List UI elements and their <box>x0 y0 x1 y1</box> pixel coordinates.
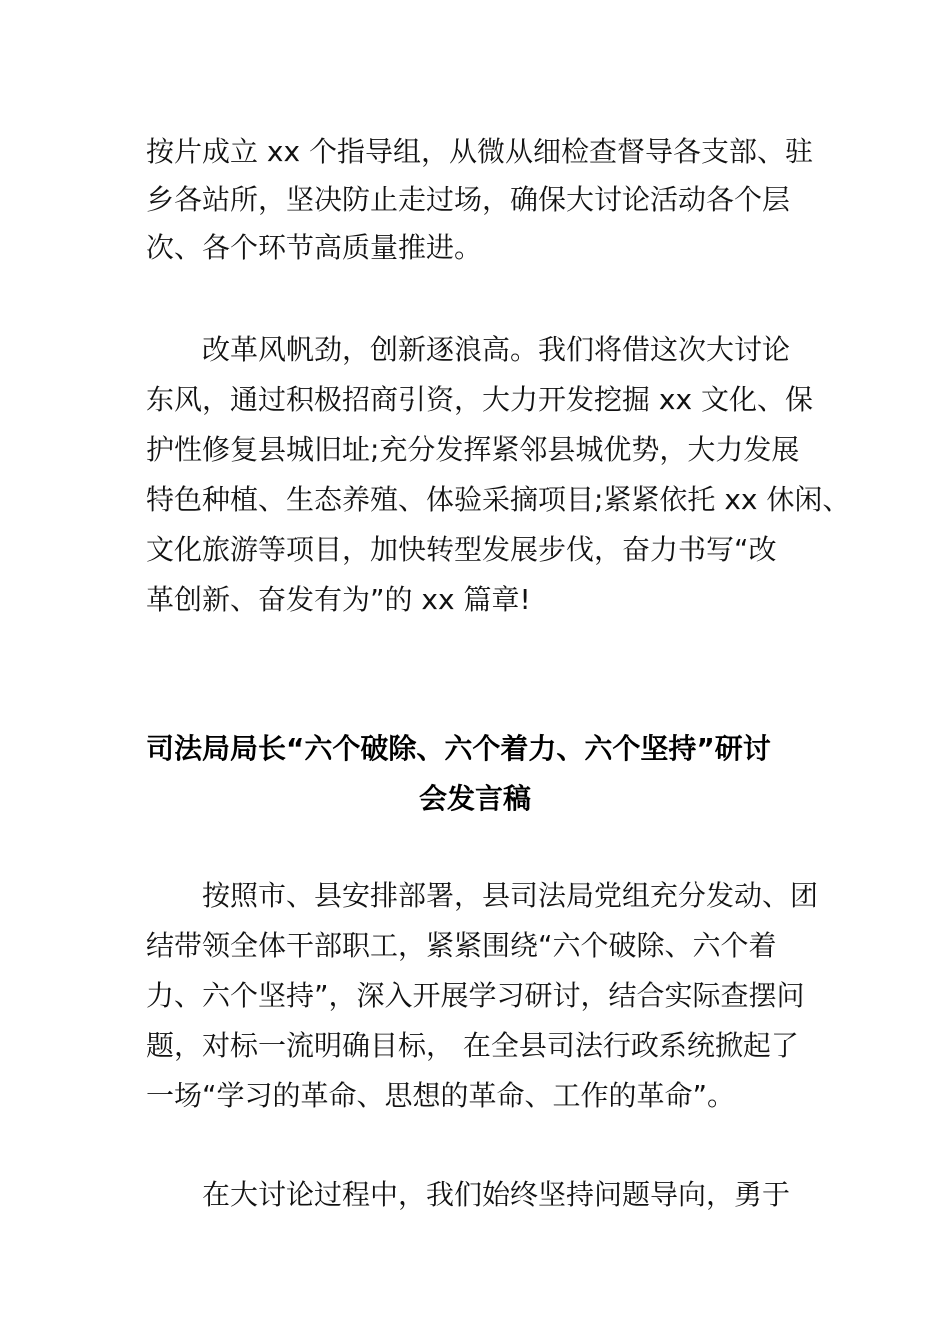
paragraph-1-line-2: 乡各站所，坚决防止走过场，确保大讨论活动各个层 <box>146 183 791 216</box>
section-heading-line-2: 会发言稿 <box>418 782 531 815</box>
paragraph-2-line-6: 革创新、奋发有为”的 xx 篇章! <box>146 583 531 616</box>
paragraph-2-line-1: 改革风帆劲，创新逐浪高。我们将借这次大讨论 <box>202 333 791 366</box>
paragraph-1-line-1: 按片成立 xx 个指导组，从微从细检查督导各支部、驻 <box>146 135 813 168</box>
paragraph-3-line-3: 力、六个坚持”，深入开展学习研讨，结合实际查摆问 <box>146 979 805 1012</box>
paragraph-2-line-3: 护性修复县城旧址;充分发挥紧邻县城优势，大力发展 <box>146 433 800 466</box>
paragraph-3-line-1: 按照市、县安排部署，县司法局党组充分发动、团 <box>202 879 819 912</box>
paragraph-3-line-4: 题，对标一流明确目标， 在全县司法行政系统掀起了 <box>146 1029 799 1062</box>
paragraph-3-line-2: 结带领全体干部职工，紧紧围绕“六个破除、六个着 <box>146 929 777 962</box>
paragraph-4-line-1: 在大讨论过程中，我们始终坚持问题导向，勇于 <box>202 1178 791 1211</box>
paragraph-2-line-2: 东风，通过积极招商引资，大力开发挖掘 xx 文化、保 <box>146 383 813 416</box>
paragraph-2-line-4: 特色种植、生态养殖、体验采摘项目;紧紧依托 xx 休闲、 <box>146 483 851 516</box>
paragraph-2-line-5: 文化旅游等项目，加快转型发展步伐，奋力书写“改 <box>146 533 777 566</box>
section-heading-line-1: 司法局局长“六个破除、六个着力、六个坚持”研讨 <box>146 732 771 765</box>
paragraph-3-line-5: 一场“学习的革命、思想的革命、工作的革命”。 <box>146 1079 736 1112</box>
paragraph-1-line-3: 次、各个环节高质量推进。 <box>146 231 483 264</box>
